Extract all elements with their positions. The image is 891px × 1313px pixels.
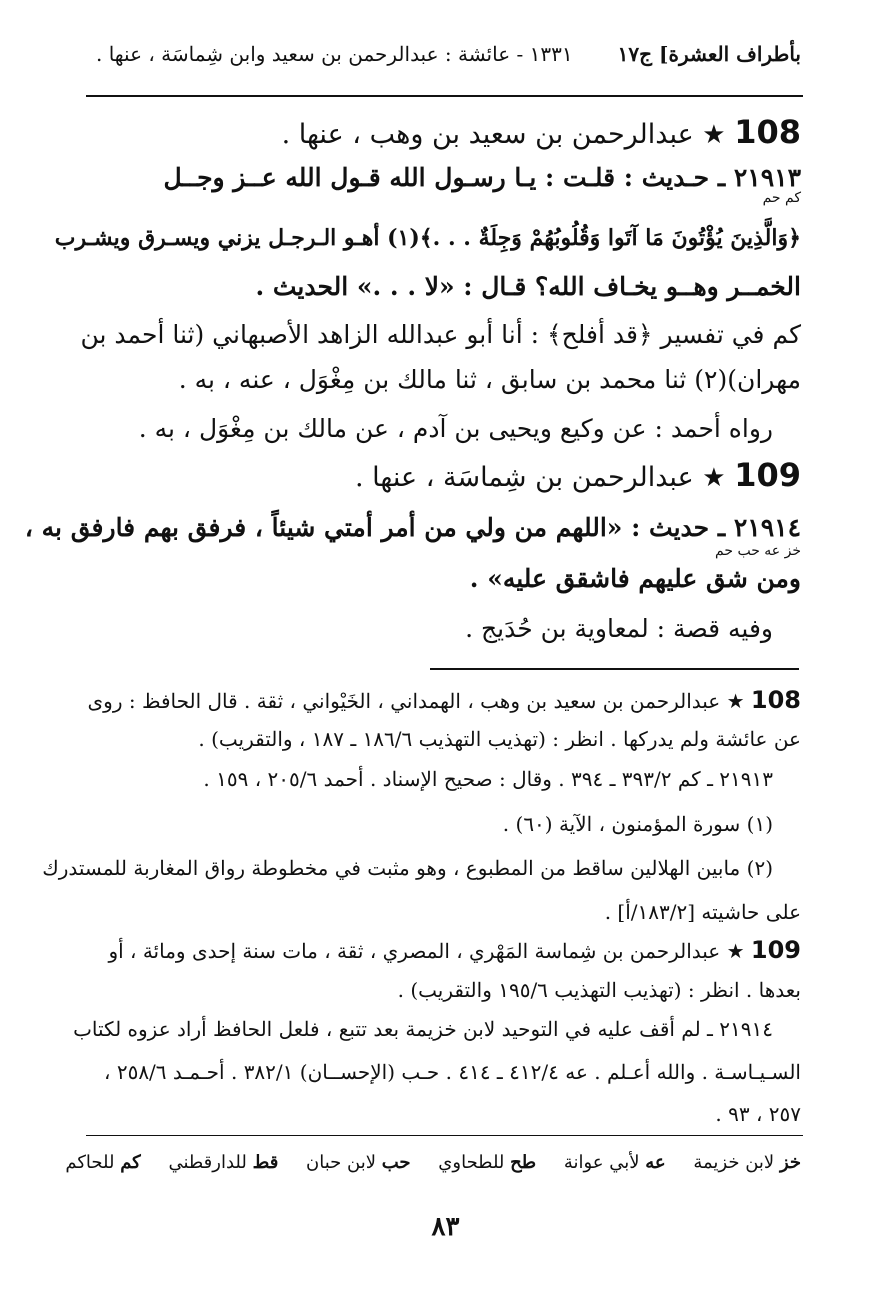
footnote-number: 109 <box>750 936 801 964</box>
footnote-108-line1: 108 ★ عبدالرحمن بن سعيد بن وهب ، الهمداني ، الخَيْواني ، ثقة . قال الحافظ : روى <box>87 686 801 714</box>
footnote-109-line2: بعدها . انظر : (تهذيب التهذيب ١٩٥/٦ والتقريب) . <box>397 978 801 1002</box>
page-number: ٨٣ <box>431 1212 460 1242</box>
footnote-number: 108 <box>750 686 801 714</box>
hadith-21913-line1: ٢١٩١٣ ـ حـديث : قلـت : يـا رسـول الله قـول الله عــز وجــل <box>163 163 801 192</box>
hadith-21913-sources: كم حم <box>762 190 801 206</box>
footnote-109-line1: 109 ★ عبدالرحمن بن شِماسة المَهْري ، المصري ، ثقة ، مات سنة إحدى ومائة ، أو <box>108 936 801 964</box>
narrator-name: عبدالرحمن بن سعيد بن وهب ، عنها . <box>281 119 694 150</box>
abbr-rule <box>86 1135 803 1136</box>
footnote-21913: ٢١٩١٣ ـ كم ٣٩٣/٢ ـ ٣٩٤ . وقال : صحيح الإسناد . أحمد ٢٠٥/٦ ، ١٥٩ . <box>203 767 773 791</box>
abbr-khz: خز لابن خزيمة <box>693 1152 801 1173</box>
star-icon: ★ <box>726 939 745 963</box>
hadith-21914-line2: ومن شق عليهم فاشقق عليه» . <box>469 564 801 593</box>
footnote-n2-line1: (٢) مابين الهلالين ساقط من المطبوع ، وهو مثبت في مخطوطة رواق المغاربة للمستدرك <box>42 856 773 880</box>
star-icon: ★ <box>726 689 745 713</box>
footnote-21914-line2: السـيـاسـة . والله أعـلم . عه ٤١٢/٤ ـ ٤١٤ . حـب (الإحســان) ٣٨٢/١ . أحـمـد ٢٥٨/٦ ، <box>104 1060 801 1084</box>
narrator-108 <box>96 113 801 151</box>
star-icon: ★ <box>702 463 726 493</box>
abbreviation-key <box>65 1152 801 1173</box>
abbr-qt: قط للدارقطني <box>168 1152 279 1173</box>
hadith-21914-sources: خز عه حب حم <box>715 543 801 559</box>
footnote-n1: (١) سورة المؤمنون ، الآية (٦٠) . <box>502 812 773 836</box>
footnote-21914-line3: ٢٥٧ ، ٩٣ . <box>715 1102 801 1126</box>
footnote-rule <box>430 668 799 670</box>
star-icon: ★ <box>702 120 726 150</box>
footnote-n2-line2: على حاشيته [١٨٣/٢/أ] . <box>604 900 801 924</box>
header-right: بأطراف العشرة] ج١٧ <box>617 42 801 66</box>
footnote-21914-line1: ٢١٩١٤ ـ لم أقف عليه في التوحيد لابن خزيمة بعد تتبع ، فلعل الحافظ أراد عزوه لكتاب <box>73 1017 773 1041</box>
hadith-21913-para1: كم في تفسير ﴿قد أفلح﴾ : أنا أبو عبدالله الزاهد الأصبهاني (ثنا أحمد بن <box>80 320 801 349</box>
header-left: ١٣٣١ - عائشة : عبدالرحمن بن سعيد وابن شِماسَة ، عنها . <box>96 42 573 66</box>
hadith-21913-para3: رواه أحمد : عن وكيع ويحيى بن آدم ، عن مالك بن مِغْوَل ، به . <box>138 414 773 443</box>
hadith-21914-line1: ٢١٩١٤ ـ حديث : «اللهم من ولي من أمر أمتي شيئاً ، فرفق بهم فارفق به ، <box>24 513 801 542</box>
abbr-km: كم للحاكم <box>65 1152 141 1173</box>
footnote-108-line2: عن عائشة ولم يدركها . انظر : (تهذيب التهذيب ١٨٦/٦ ـ ١٨٧ ، والتقريب) . <box>198 727 801 751</box>
narrator-name: عبدالرحمن بن شِماسَة ، عنها . <box>355 462 694 493</box>
abbr-th: طح للطحاوي <box>438 1152 537 1173</box>
hadith-21913-line2: ﴿وَالَّذِينَ يُؤْتُونَ مَا آتَوا وَقُلُوبُهُمْ وَجِلَةٌ . . .﴾(١) أهـو الـرجـل يزني ويسـرق ويشـرب <box>54 225 801 251</box>
narrator-number: 108 <box>734 113 801 151</box>
hadith-21913-line3: الخمــر وهــو يخـاف الله؟ قـال : «لا . . .» الحديث . <box>255 272 801 301</box>
narrator-number: 109 <box>734 456 801 494</box>
narrator-109 <box>96 456 801 494</box>
hadith-21914-line3: وفيه قصة : لمعاوية بن حُدَيج . <box>465 614 773 643</box>
header-rule <box>86 95 803 97</box>
abbr-hb: حب لابن حبان <box>306 1152 411 1173</box>
running-header <box>96 42 801 66</box>
hadith-21913-para2: مهران)(٢) ثنا محمد بن سابق ، ثنا مالك بن مِغْوَل ، عنه ، به . <box>178 365 801 394</box>
abbr-ah: عه لأبي عوانة <box>563 1152 666 1173</box>
